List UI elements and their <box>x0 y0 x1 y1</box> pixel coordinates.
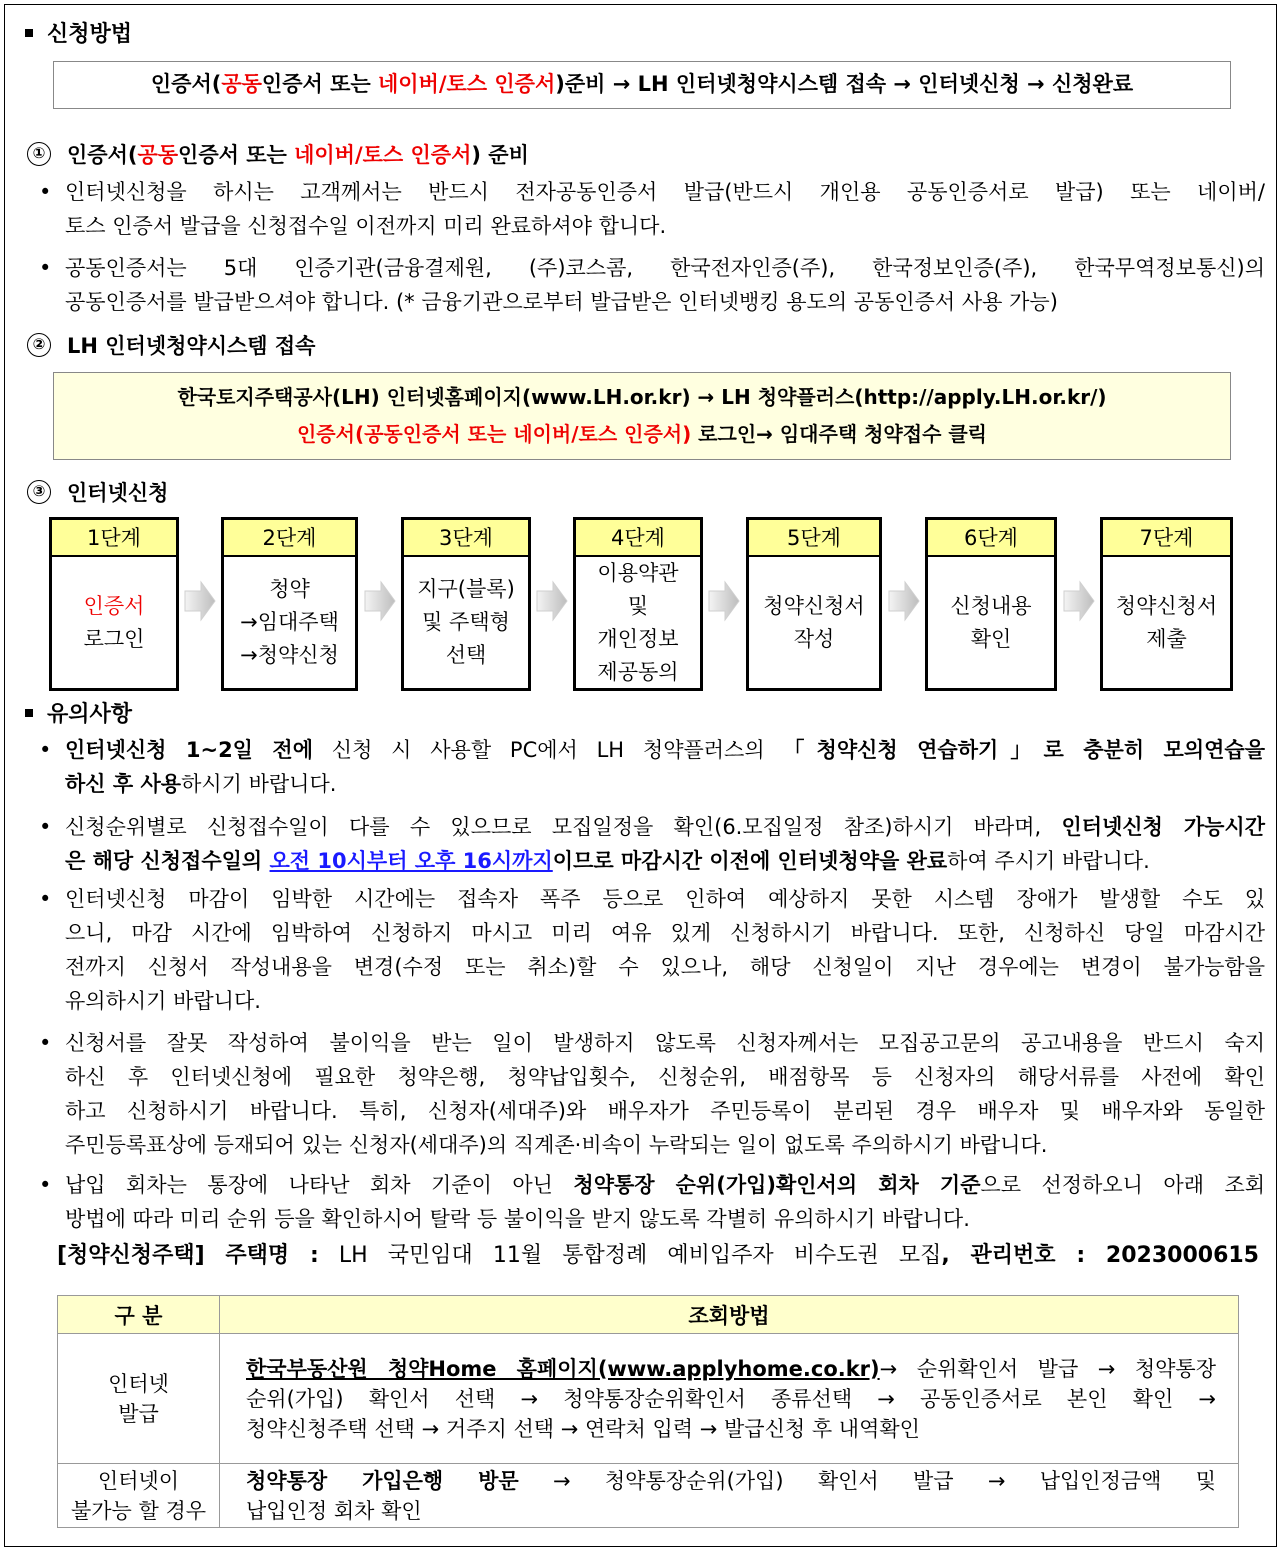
page <box>4 4 1277 1547</box>
arrow-right-icon <box>887 580 921 622</box>
note-4: • 신청서를 잘못 작성하여 불이익을 받는 일이 발생하지 않도록 신청자께서는 모집공고문의 공고내용을 반드시 숙지 하신 후 인터넷신청에 필요한 청약은행, 청약납입횟수, 신청순위, 배점항목 등 신청자의 해당서류를 사전에 확인 하고 신청하시기 바랍니다. 특히, 신청자(세대주)와 배우자가 주민등록이 분리된 경우 배우자 및 배우자와 동일한 주민등록표상에 등재되어 있는 신청자(세대주)의 직계존·비속이 누락되는 일이 없도록 주의하시기 바랍니다. <box>39 1031 1265 1157</box>
target-house-line: [청약신청주택] 주택명 : LH 국민임대 11월 통합정례 예비입주자 비수도권 모집, 관리번호 : 2023000615 <box>57 1243 1259 1268</box>
notes-heading: 유의사항 <box>25 697 132 728</box>
step1-heading: ① 인증서(공동인증서 또는 네이버/토스 인증서) 준비 <box>27 139 529 169</box>
note-2: • 신청순위별로 신청접수일이 다를 수 있으므로 모집일정을 확인(6.모집일정 참조)하시기 바라며, 인터넷신청 가능시간 은 해당 신청접수일의 오전 10시부터 오후 16시까지이므로 마감시간 이전에 인터넷청약을 완료하여 주시기 바랍니다. <box>39 815 1265 873</box>
arrow-right-icon <box>363 580 397 622</box>
arrow-right-icon <box>183 580 217 622</box>
circle-number-icon: ② <box>27 333 51 357</box>
table-header-row <box>58 1296 1239 1334</box>
square-bullet-icon <box>25 29 33 37</box>
lh-access-line2: 인증서(공동인증서 또는 네이버/토스 인증서) 로그인→ 임대주택 청약접수 클릭 <box>296 422 987 446</box>
arrow-right-icon <box>707 580 741 622</box>
arrow-right-icon <box>535 580 569 622</box>
step1-bullet-1: • 인터넷신청을 하시는 고객께서는 반드시 전자공동인증서 발급(반드시 개인용 공동인증서로 발급) 또는 네이버/ 토스 인증서 발급을 신청접수일 이전까지 미리 완료하셔야 합니다. <box>39 180 1265 238</box>
lh-access-line1: 한국토지주택공사(LH) 인터넷홈페이지(www.LH.or.kr) → LH 청약플러스(http://apply.LH.or.kr/) <box>177 385 1107 409</box>
stage-1: 1단계 인증서 로그인 <box>49 517 179 691</box>
note-1: • 인터넷신청 1~2일 전에 신청 시 사용할 PC에서 LH 청약플러스의 「청약신청 연습하기」로 충분히 모의연습을 하신 후 사용하시기 바랍니다. <box>39 738 1265 796</box>
table-row: 인터넷이 불가능 할 경우 청약통장 가입은행 방문 → 청약통장순위(가입) 확인서 발급 → 납입인정금액 및 납입인정 회차 확인 <box>58 1464 1239 1528</box>
circle-number-icon: ③ <box>27 480 51 504</box>
arrow-right-icon <box>1062 580 1096 622</box>
circle-number-icon: ① <box>27 142 51 166</box>
step1-bullet-2: • 공동인증서는 5대 인증기관(금융결제원, (주)코스콤, 한국전자인증(주), 한국정보인증(주), 한국무역정보통신)의 공동인증서를 발급받으셔야 합니다. (* 금융기관으로부터 발급받은 인터넷뱅킹 용도의 공동인증서 사용 가능) <box>39 256 1265 314</box>
lh-access-box <box>53 372 1231 460</box>
square-bullet-icon <box>25 709 33 717</box>
apply-flow-box: 인증서(공동인증서 또는 네이버/토스 인증서)준비 → LH 인터넷청약시스템 접속 → 인터넷신청 → 신청완료 <box>53 61 1231 109</box>
note-3: • 인터넷신청 마감이 임박한 시간에는 접속자 폭주 등으로 인하여 예상하지 못한 시스템 장애가 발생할 수도 있 으니, 마감 시간에 임박하여 신청하지 마시고 미리 여유 있게 신청하시기 바랍니다. 또한, 신청하신 당일 마감시간 전까지 신청서 작성내용을 변경(수정 또는 취소)할 수 있으나, 해당 신청일이 지난 경우에는 변경이 불가능함을 유의하시기 바랍니다. <box>39 887 1265 1013</box>
stage-7: 7단계 청약신청서 제출 <box>1100 517 1233 691</box>
stage-4: 4단계 이용약관 및 개인정보 제공동의 <box>573 517 703 691</box>
stage-2: 2단계 청약 →임대주택 →청약신청 <box>221 517 358 691</box>
note-5: • 납입 회차는 통장에 나타난 회차 기준이 아닌 청약통장 순위(가입)확인서의 회차 기준으로 선정하오니 아래 조회 방법에 따라 미리 순위 등을 확인하시어 탈락 등 불이익을 받지 않도록 각별히 유의하시기 바랍니다. <box>39 1173 1266 1231</box>
section-apply-heading: 신청방법 <box>25 17 132 48</box>
table-row: 인터넷 발급 한국부동산원 청약Home 홈페이지(www.applyhome.co.kr)→ 순위확인서 발급 → 청약통장 순위(가입) 확인서 선택 → 청약통장순위확인서 종류선택 → 공동인증서로 본인 확인 → 청약신청주택 선택 → 거주지 선택 → 연락처 입력 → 발급신청 후 내역확인 <box>58 1334 1239 1464</box>
step3-heading: ③ 인터넷신청 <box>27 477 168 507</box>
stage-5: 5단계 청약신청서 작성 <box>746 517 882 691</box>
table-header-method: 조회방법 <box>220 1296 1239 1334</box>
step2-heading: ② LH 인터넷청약시스템 접속 <box>27 330 315 360</box>
stage-3: 3단계 지구(블록) 및 주택형 선택 <box>401 517 531 691</box>
table-header-category: 구 분 <box>58 1296 220 1334</box>
lookup-method-table <box>57 1295 1239 1528</box>
stage-6: 6단계 신청내용 확인 <box>925 517 1057 691</box>
